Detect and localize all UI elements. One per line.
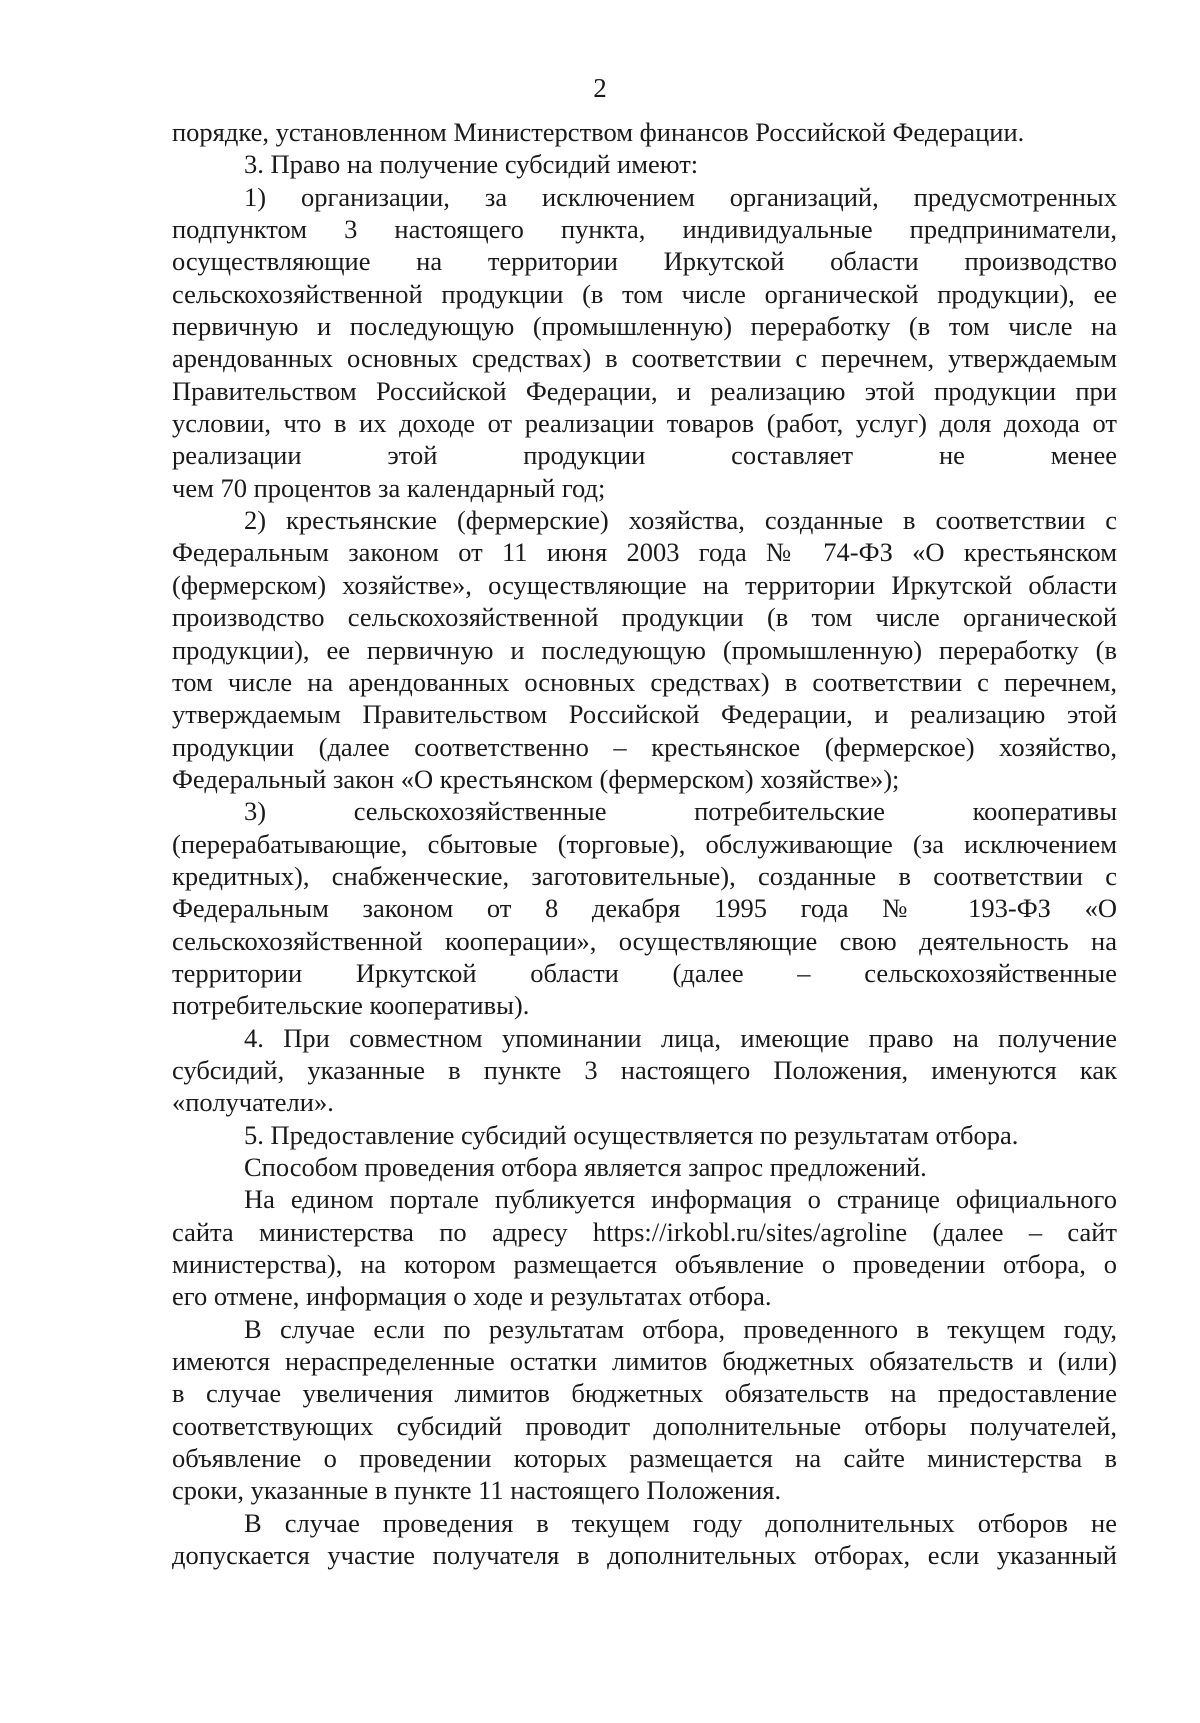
text-line: (перерабатывающие, сбытовые (торговые), обслуживающие (за исключением [172, 828, 1117, 859]
text-line: арендованных основных средствах) в соответствии с перечнем, утверждаемым [172, 343, 1117, 374]
text-line: порядке, установленном Министерством финансов Российской Федерации. [172, 117, 1025, 147]
text-line: Способом проведения отбора является запрос предложений. [244, 1152, 927, 1182]
text-line: Федеральный закон «О крестьянском (фермерском) хозяйстве»); [172, 763, 900, 794]
text-line: продукции (далее соответственно – крестьянское (фермерское) хозяйство, [172, 731, 1117, 762]
text-line: в случае увеличения лимитов бюджетных обязательств на предоставление [172, 1378, 1117, 1409]
text-line: 5. Предоставление субсидий осуществляется по результатам отбора. [244, 1119, 1019, 1150]
text-line: соответствующих субсидий проводит дополнительные отборы получателей, [172, 1410, 1117, 1441]
text-line: 2) крестьянские (фермерские) хозяйства, созданные в соответствии с [244, 505, 1117, 536]
page-number: 2 [593, 73, 607, 103]
text-line: 1) организации, за исключением организаций, предусмотренных [244, 181, 1117, 212]
text-line: допускается участие получателя в дополнительных отборах, если указанный [172, 1540, 1117, 1571]
text-line: условии, что в их доходе от реализации товаров (работ, услуг) доля дохода от [172, 408, 1117, 439]
text-line: производство сельскохозяйственной продукции (в том числе органической [172, 602, 1117, 633]
text-line: Федеральным законом от 11 июня 2003 года № 74-ФЗ «О крестьянском [172, 537, 1117, 568]
text-line: 3) сельскохозяйственные потребительские кооперативы [244, 796, 1117, 827]
text-line: кредитных), снабженческие, заготовительные), созданные в соответствии с [172, 860, 1117, 891]
text-line: утверждаемым Правительством Российской Федерации, и реализацию этой [172, 699, 1117, 730]
text-line: первичную и последующую (промышленную) переработку (в том числе на [172, 311, 1117, 342]
text-line: его отмене, информация о ходе и результатах отбора. [172, 1281, 772, 1312]
text-line: сайта министерства по адресу https://irkobl.ru/sites/agroline (далее – сайт [172, 1216, 1117, 1247]
text-line: чем 70 процентов за календарный год; [172, 472, 606, 503]
text-line: потребительские кооперативы). [172, 990, 530, 1021]
text-line: 3. Право на получение субсидий имеют: [244, 149, 699, 180]
text-line: министерства), на котором размещается объявление о проведении отбора, о [172, 1249, 1117, 1280]
text-line: сроки, указанные в пункте 11 настоящего Положения. [172, 1475, 782, 1506]
text-line: сельскохозяйственной продукции (в том числе органической продукции), ее [172, 278, 1117, 309]
text-line: том числе на арендованных основных средствах) в соответствии с перечнем, [172, 666, 1117, 697]
text-line: реализации этой продукции составляет не менее [172, 440, 1117, 471]
document-body [172, 116, 1117, 1571]
text-line: «получатели». [172, 1087, 334, 1118]
text-line: В случае проведения в текущем году дополнительных отборов не [244, 1507, 1117, 1538]
text-line: В случае если по результатам отбора, проведенного в текущем году, [244, 1313, 1117, 1344]
text-line: сельскохозяйственной кооперации», осуществляющие свою деятельность на [172, 925, 1117, 956]
text-line: 4. При совместном упоминании лица, имеющие право на получение [244, 1022, 1117, 1053]
text-line: (фермерском) хозяйстве», осуществляющие на территории Иркутской области [172, 569, 1117, 600]
text-line: имеются нераспределенные остатки лимитов бюджетных обязательств и (или) [172, 1346, 1117, 1377]
text-line: продукции), ее первичную и последующую (промышленную) переработку (в [172, 634, 1117, 665]
text-line: субсидий, указанные в пункте 3 настоящего Положения, именуются как [172, 1054, 1117, 1085]
text-line: подпунктом 3 настоящего пункта, индивидуальные предприниматели, [172, 214, 1117, 245]
text-line: осуществляющие на территории Иркутской области производство [172, 246, 1117, 277]
text-line: На едином портале публикуется информация о странице официального [244, 1184, 1117, 1215]
text-line: Правительством Российской Федерации, и реализацию этой продукции при [172, 375, 1117, 406]
text-line: объявление о проведении которых размещается на сайте министерства в [172, 1443, 1117, 1474]
text-line: территории Иркутской области (далее – сельскохозяйственные [172, 957, 1117, 988]
text-line: Федеральным законом от 8 декабря 1995 года № 193-ФЗ «О [172, 893, 1117, 924]
